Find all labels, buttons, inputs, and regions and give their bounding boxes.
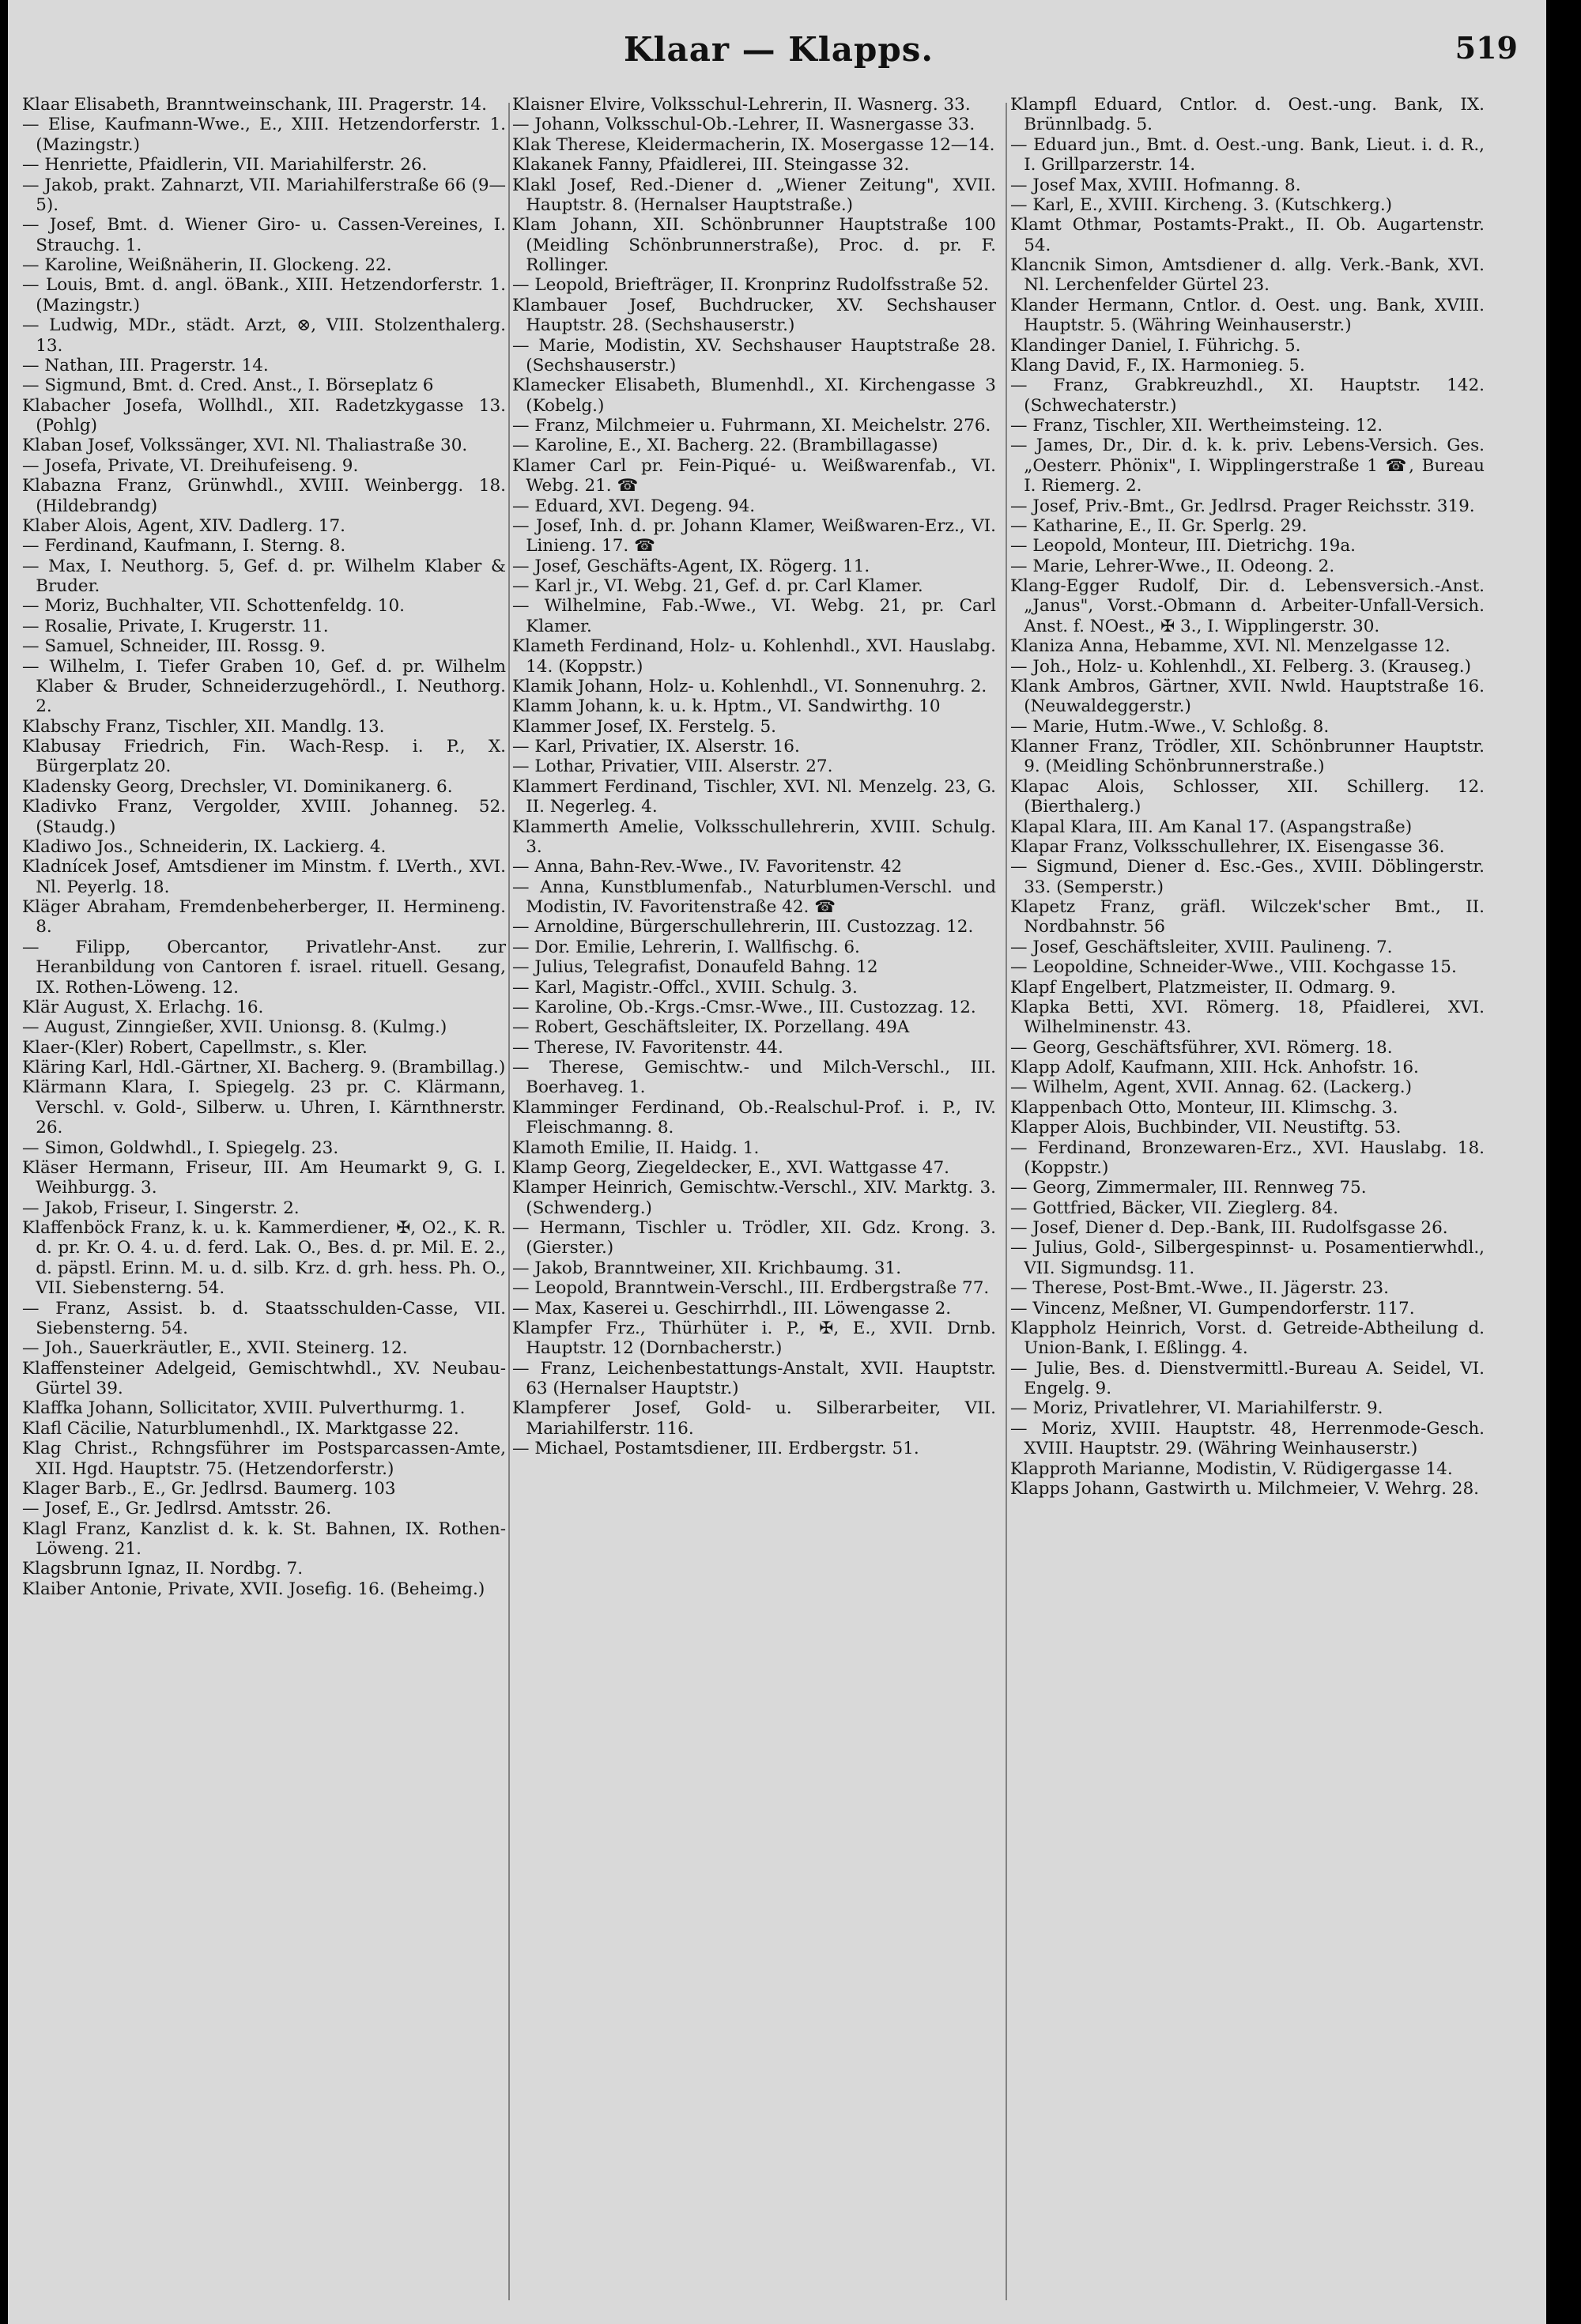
directory-entry: Kläser Hermann, Friseur, III. Am Heumarkt 9, G. I. Weihburgg. 3. [22, 1157, 506, 1198]
directory-entry: — Wilhelm, Agent, XVII. Annag. 62. (Lackerg.) [1010, 1077, 1413, 1098]
directory-entry: Klancnik Simon, Amtsdiener d. allg. Verk.-Bank, XVI. Nl. Lerchenfelder Gürtel 23. [1010, 255, 1485, 296]
directory-entry: Kladiwo Jos., Schneiderin, IX. Lackierg. 4. [22, 836, 387, 857]
directory-entry: — Nathan, III. Pragerstr. 14. [22, 355, 269, 375]
directory-entry: Klander Hermann, Cntlor. d. Oest. ung. Bank, XVIII. Hauptstr. 5. (Währing Weinhauserstr.) [1010, 295, 1485, 336]
directory-entry: Klamper Heinrich, Gemischtw.-Verschl., XIV. Marktg. 3. (Schwenderg.) [512, 1178, 996, 1218]
directory-entry: Klakl Josef, Red.-Diener d. „Wiener Zeitung", XVII. Hauptstr. 8. (Hernalser Hauptstraße.) [512, 175, 996, 215]
directory-entry: Klaar Elisabeth, Branntweinschank, III. Pragerstr. 14. [22, 95, 487, 115]
directory-entry: — Ferdinand, Kaufmann, I. Sterng. 8. [22, 536, 346, 556]
directory-entry: — Jakob, prakt. Zahnarzt, VII. Mariahilferstraße 66 (9—5). [22, 175, 506, 215]
directory-entry: Klamp Georg, Ziegeldecker, E., XVI. Wattgasse 47. [512, 1157, 949, 1178]
directory-entry: — Karl, Privatier, IX. Alserstr. 16. [512, 737, 800, 756]
directory-entry: — August, Zinngießer, XVII. Unionsg. 8. (Kulmg.) [22, 1017, 447, 1038]
directory-entry: Klaber Alois, Agent, XIV. Dadlerg. 17. [22, 515, 346, 536]
directory-entry: Klager Barb., E., Gr. Jedlrsd. Baumerg. 103 [22, 1478, 396, 1499]
directory-entry: Klaniza Anna, Hebamme, XVI. Nl. Menzelgasse 12. [1010, 636, 1451, 657]
directory-entry: Klapka Betti, XVI. Römerg. 18, Pfaidlerei, XVI. Wilhelminenstr. 43. [1010, 997, 1485, 1038]
directory-entry: — Josef Max, XVIII. Hofmanng. 8. [1010, 175, 1301, 195]
directory-entry: Klampferer Josef, Gold- u. Silberarbeiter, VII. Mariahilferstr. 116. [512, 1398, 996, 1439]
directory-column-1 [22, 95, 506, 1599]
directory-entry: — Franz, Grabkreuzhdl., XI. Hauptstr. 142. (Schwechaterstr.) [1010, 375, 1485, 416]
directory-entry: — Jakob, Friseur, I. Singerstr. 2. [22, 1198, 300, 1218]
directory-page [8, 0, 1564, 2324]
directory-entry: — Therese, Post-Bmt.-Wwe., II. Jägerstr. 23. [1010, 1278, 1389, 1299]
directory-entry: Klabacher Josefa, Wollhdl., XII. Radetzkygasse 13. (Pohlg) [22, 395, 506, 436]
directory-entry: — Vincenz, Meßner, VI. Gumpendorferstr. 117. [1010, 1298, 1415, 1319]
directory-entry: — Filipp, Obercantor, Privatlehr-Anst. zur Heranbildung von Cantoren f. israel. rituell. Gesang, IX. Rothen-Löweng. 12. [22, 937, 506, 998]
directory-entry: Klang David, F., IX. Harmonieg. 5. [1010, 355, 1305, 375]
directory-entry: — Marie, Lehrer-Wwe., II. Odeong. 2. [1010, 556, 1335, 576]
directory-entry: Klapar Franz, Volksschullehrer, IX. Eisengasse 36. [1010, 836, 1445, 857]
directory-entry: Klamt Othmar, Postamts-Prakt., II. Ob. Augartenstr. 54. [1010, 215, 1485, 255]
directory-entry: Klapps Johann, Gastwirth u. Milchmeier, V. Wehrg. 28. [1010, 1478, 1480, 1499]
directory-entry: — Joh., Holz- u. Kohlenhdl., XI. Felberg. 3. (Krauseg.) [1010, 656, 1471, 677]
directory-entry: — Georg, Zimmermaler, III. Rennweg 75. [1010, 1178, 1367, 1198]
directory-entry: Kläring Karl, Hdl.-Gärtner, XI. Bacherg. 9. (Brambillag.) [22, 1058, 506, 1077]
directory-entry: — Moriz, Privatlehrer, VI. Mariahilferstr. 9. [1010, 1398, 1383, 1419]
directory-entry: — Karoline, Ob.-Krgs.-Cmsr.-Wwe., III. Custozzag. 12. [512, 997, 976, 1017]
directory-entry: Klakanek Fanny, Pfaidlerei, III. Steingasse 32. [512, 155, 910, 175]
directory-entry: — Johann, Volksschul-Ob.-Lehrer, II. Wasnergasse 33. [512, 115, 975, 135]
directory-entry: — James, Dr., Dir. d. k. k. priv. Lebens-Versich. Ges. „Oesterr. Phönix", I. Wipplingerstraße 1 ☎, Bureau I. Riemerg. 2. [1010, 436, 1485, 496]
directory-entry: — Leopold, Branntwein-Verschl., III. Erdbergstraße 77. [512, 1278, 990, 1299]
directory-entry: — Jakob, Branntweiner, XII. Krichbaumg. 31. [512, 1258, 902, 1278]
directory-entry: — Julius, Gold-, Silbergespinnst- u. Posamentierwhdl., VII. Sigmundsg. 11. [1010, 1238, 1485, 1278]
directory-entry: Klammer Josef, IX. Ferstelg. 5. [512, 716, 776, 737]
directory-entry: Klagsbrunn Ignaz, II. Nordbg. 7. [22, 1559, 304, 1579]
directory-entry: Klandinger Daniel, I. Führichg. 5. [1010, 335, 1301, 356]
directory-entry: Kladivko Franz, Vergolder, XVIII. Johanneg. 52. (Staudg.) [22, 797, 506, 837]
directory-entry: — Georg, Geschäftsführer, XVI. Römerg. 18. [1010, 1037, 1393, 1058]
directory-entry: — Therese, Gemischtw.- und Milch-Verschl., III. Boerhaveg. 1. [512, 1058, 996, 1098]
directory-entry: Klaban Josef, Volkssänger, XVI. Nl. Thaliastraße 30. [22, 436, 468, 456]
directory-entry: Klaffka Johann, Sollicitator, XVIII. Pulverthurmg. 1. [22, 1398, 466, 1419]
directory-entry: — Robert, Geschäftsleiter, IX. Porzellang. 49A [512, 1017, 910, 1038]
directory-entry: Klanner Franz, Trödler, XII. Schönbrunner Hauptstr. 9. (Meidling Schönbrunnerstraße.) [1010, 737, 1485, 777]
directory-entry: Klammerth Amelie, Volksschullehrerin, XVIII. Schulg. 3. [512, 817, 996, 857]
directory-entry: — Karoline, Weißnäherin, II. Glockeng. 22. [22, 255, 392, 275]
directory-entry: — Karoline, E., XI. Bacherg. 22. (Brambillagasse) [512, 436, 938, 456]
directory-entry: — Josef, Bmt. d. Wiener Giro- u. Cassen-Vereines, I. Strauchg. 1. [22, 215, 506, 255]
directory-entry: — Samuel, Schneider, III. Rossg. 9. [22, 636, 326, 657]
directory-entry: — Marie, Modistin, XV. Sechshauser Hauptstraße 28. (Sechshauserstr.) [512, 335, 996, 375]
directory-entry: — Henriette, Pfaidlerin, VII. Mariahilferstr. 26. [22, 155, 428, 175]
directory-entry: — Louis, Bmt. d. angl. öBank., XIII. Hetzendorferstr. 1. (Mazingstr.) [22, 275, 506, 315]
directory-entry: — Dor. Emilie, Lehrerin, I. Wallfischg. 6. [512, 937, 860, 957]
directory-entry: Klabschy Franz, Tischler, XII. Mandlg. 13. [22, 716, 385, 737]
directory-entry: Klammert Ferdinand, Tischler, XVI. Nl. Menzelg. 23, G. II. Negerleg. 4. [512, 776, 996, 817]
directory-entry: — Josef, Inh. d. pr. Johann Klamer, Weißwaren-Erz., VI. Linieng. 17. ☎ [512, 515, 996, 556]
column-divider [1006, 103, 1007, 2300]
directory-entry: Klang-Egger Rudolf, Dir. d. Lebensversich.-Anst. „Janus", Vorst.-Obmann d. Arbeiter-Unfall-Versich. Anst. f. NOest., ✠ 3., I. Wipplingerstr. 30. [1010, 576, 1485, 636]
directory-entry: — Marie, Hutm.-Wwe., V. Schloßg. 8. [1010, 716, 1330, 737]
directory-entry: — Wilhelmine, Fab.-Wwe., VI. Webg. 21, pr. Carl Klamer. [512, 596, 996, 636]
directory-entry: — Wilhelm, I. Tiefer Graben 10, Gef. d. pr. Wilhelm Klaber & Bruder, Schneiderzugehördl., I. Neuthorg. 2. [22, 656, 506, 717]
page-title: Klaar — Klapps. [624, 30, 934, 69]
directory-entry: — Joh., Sauerkräutler, E., XVII. Steinerg. 12. [22, 1338, 408, 1359]
directory-entry: — Lothar, Privatier, VIII. Alserstr. 27. [512, 756, 833, 777]
directory-entry: — Eduard, XVI. Degeng. 94. [512, 496, 756, 516]
page-header [8, 24, 1549, 87]
directory-entry: Klamminger Ferdinand, Ob.-Realschul-Prof. i. P., IV. Fleischmanng. 8. [512, 1097, 996, 1138]
directory-entry: — Therese, IV. Favoritenstr. 44. [512, 1037, 783, 1058]
directory-entry: Klafl Cäcilie, Naturblumenhdl., IX. Marktgasse 22. [22, 1418, 459, 1439]
directory-entry: Klamm Johann, k. u. k. Hptm., VI. Sandwirthg. 10 [512, 696, 941, 717]
directory-entry: — Franz, Assist. b. d. Staatsschulden-Casse, VII. Siebensterng. 54. [22, 1298, 506, 1338]
directory-entry: — Max, Kaserei u. Geschirrhdl., III. Löwengasse 2. [512, 1298, 952, 1319]
directory-entry: — Rosalie, Private, I. Krugerstr. 11. [22, 616, 329, 636]
directory-entry: Klameth Ferdinand, Holz- u. Kohlenhdl., XVI. Hauslabg. 14. (Koppstr.) [512, 636, 996, 677]
column-divider [508, 103, 510, 2300]
directory-entry: — Julie, Bes. d. Dienstvermittl.-Bureau A. Seidel, VI. Engelg. 9. [1010, 1358, 1485, 1398]
directory-entry: — Elise, Kaufmann-Wwe., E., XIII. Hetzendorferstr. 1. (Mazingstr.) [22, 115, 506, 155]
directory-entry: — Josefa, Private, VI. Dreihufeiseng. 9. [22, 455, 359, 476]
directory-entry: Klam Johann, XII. Schönbrunner Hauptstraße 100 (Meidling Schönbrunnerstraße), Proc. d. pr. F. Rollinger. [512, 215, 996, 275]
directory-entry: Klapf Engelbert, Platzmeister, II. Odmarg. 9. [1010, 977, 1396, 998]
directory-entry: Kladensky Georg, Drechsler, VI. Dominikanerg. 6. [22, 776, 453, 797]
directory-entry: — Karl, E., XVIII. Kircheng. 3. (Kutschkerg.) [1010, 194, 1393, 215]
directory-entry: Klabazna Franz, Grünwhdl., XVIII. Weinbergg. 18. (Hildebrandg) [22, 476, 506, 516]
directory-entry: Klag Christ., Rchngsführer im Postsparcassen-Amte, XII. Hgd. Hauptstr. 75. (Hetzendorferstr.) [22, 1439, 506, 1479]
directory-entry: Klank Ambros, Gärtner, XVII. Nwld. Hauptstraße 16. (Neuwaldeggerstr.) [1010, 676, 1485, 717]
directory-entry: Klagl Franz, Kanzlist d. k. k. St. Bahnen, IX. Rothen-Löweng. 21. [22, 1519, 506, 1559]
directory-entry: — Anna, Bahn-Rev.-Wwe., IV. Favoritenstr. 42 [512, 857, 903, 877]
directory-entry: Klapper Alois, Buchbinder, VII. Neustiftg. 53. [1010, 1118, 1402, 1138]
directory-entry: Klamoth Emilie, II. Haidg. 1. [512, 1137, 760, 1158]
directory-entry: — Franz, Leichenbestattungs-Anstalt, XVII. Hauptstr. 63 (Hernalser Hauptstr.) [512, 1358, 996, 1398]
directory-entry: — Leopold, Monteur, III. Dietrichg. 19a. [1010, 536, 1356, 556]
directory-entry: Klambauer Josef, Buchdrucker, XV. Sechshauser Hauptstr. 28. (Sechshauserstr.) [512, 295, 996, 336]
directory-entry: — Sigmund, Diener d. Esc.-Ges., XVIII. Döblingerstr. 33. (Semperstr.) [1010, 857, 1485, 897]
directory-entry: — Karl, Magistr.-Offcl., XVIII. Schulg. 3. [512, 977, 858, 998]
directory-entry: Klamik Johann, Holz- u. Kohlenhdl., VI. Sonnenuhrg. 2. [512, 676, 987, 696]
directory-entry: Klampfer Frz., Thürhüter i. P., ✠, E., XVII. Drnb. Hauptstr. 12 (Dornbacherstr.) [512, 1318, 996, 1359]
directory-entry: — Ludwig, MDr., städt. Arzt, ⊗, VIII. Stolzenthalerg. 13. [22, 315, 506, 356]
directory-entry: — Franz, Tischler, XII. Wertheimsteing. 12. [1010, 416, 1383, 436]
directory-entry: Klappenbach Otto, Monteur, III. Klimschg. 3. [1010, 1097, 1398, 1118]
directory-entry: — Michael, Postamtsdiener, III. Erdbergstr. 51. [512, 1439, 919, 1459]
directory-entry: — Josef, Priv.-Bmt., Gr. Jedlrsd. Prager Reichsstr. 319. [1010, 496, 1475, 516]
directory-entry: Klapal Klara, III. Am Kanal 17. (Aspangstraße) [1010, 817, 1413, 837]
directory-entry: — Josef, Geschäfts-Agent, IX. Rögerg. 11. [512, 556, 870, 576]
directory-entry: Kladnícek Josef, Amtsdiener im Minstm. f. LVerth., XVI. Nl. Peyerlg. 18. [22, 857, 506, 897]
directory-entry: Klapetz Franz, gräfl. Wilczek'scher Bmt., II. Nordbahnstr. 56 [1010, 897, 1485, 938]
directory-entry: — Max, I. Neuthorg. 5, Gef. d. pr. Wilhelm Klaber & Bruder. [22, 556, 506, 596]
directory-entry: — Franz, Milchmeier u. Fuhrmann, XI. Meichelstr. 276. [512, 416, 991, 436]
directory-entry: — Gottfried, Bäcker, VII. Zieglerg. 84. [1010, 1198, 1338, 1218]
directory-entry: — Leopoldine, Schneider-Wwe., VIII. Kochgasse 15. [1010, 957, 1457, 978]
directory-entry: — Sigmund, Bmt. d. Cred. Anst., I. Börseplatz 6 [22, 375, 434, 396]
directory-entry: Klamer Carl pr. Fein-Piqué- u. Weißwarenfab., VI. Webg. 21. ☎ [512, 455, 996, 496]
directory-entry: — Simon, Goldwhdl., I. Spiegelg. 23. [22, 1137, 339, 1158]
directory-entry: Klär August, X. Erlachg. 16. [22, 997, 264, 1017]
directory-entry: — Arnoldine, Bürgerschullehrerin, III. Custozzag. 12. [512, 917, 974, 938]
page-number: 519 [1455, 30, 1518, 66]
directory-entry: Klappholz Heinrich, Vorst. d. Getreide-Abtheilung d. Union-Bank, I. Eßlingg. 4. [1010, 1318, 1485, 1359]
directory-entry: — Eduard jun., Bmt. d. Oest.-ung. Bank, Lieut. i. d. R., I. Grillparzerstr. 14. [1010, 134, 1485, 175]
directory-entry: — Julius, Telegrafist, Donaufeld Bahng. 12 [512, 957, 878, 978]
directory-entry: Klapp Adolf, Kaufmann, XIII. Hck. Anhofstr. 16. [1010, 1058, 1419, 1077]
directory-entry: Klapac Alois, Schlosser, XII. Schillerg. 12. (Bierthalerg.) [1010, 776, 1485, 817]
directory-entry: Klaffenböck Franz, k. u. k. Kammerdiener, ✠, O2., K. R. d. pr. Kr. O. 4. u. d. ferd. Lak. O., Bes. d. pr. Mil. E. 2., d. päpstl. Erinn. M. u. d. silb. Krz. d. grh. hess. Ph. O., VII. Siebensterng. 54. [22, 1218, 506, 1299]
directory-entry: Klak Therese, Kleidermacherin, IX. Mosergasse 12—14. [512, 134, 995, 155]
directory-entry: Klapproth Marianne, Modistin, V. Rüdigergasse 14. [1010, 1458, 1453, 1479]
directory-entry: — Moriz, XVIII. Hauptstr. 48, Herrenmode-Gesch. XVIII. Hauptstr. 29. (Währing Weinhauserstr.) [1010, 1418, 1485, 1459]
directory-entry: Klärmann Klara, I. Spiegelg. 23 pr. C. Klärmann, Verschl. v. Gold-, Silberw. u. Uhren, I. Kärnthnerstr. 26. [22, 1077, 506, 1138]
scan-edge [1546, 0, 1564, 2324]
directory-entry: Klaiber Antonie, Private, XVII. Josefig. 16. (Beheimg.) [22, 1579, 485, 1599]
directory-entry: — Josef, Diener d. Dep.-Bank, III. Rudolfsgasse 26. [1010, 1218, 1448, 1238]
directory-entry: — Josef, E., Gr. Jedlrsd. Amtsstr. 26. [22, 1499, 332, 1519]
directory-entry: — Hermann, Tischler u. Trödler, XII. Gdz. Krong. 3. (Gierster.) [512, 1218, 996, 1258]
directory-entry: Klaffensteiner Adelgeid, Gemischtwhdl., XV. Neubau-Gürtel 39. [22, 1358, 506, 1398]
directory-entry: Klampfl Eduard, Cntlor. d. Oest.-ung. Bank, IX. Brünnlbadg. 5. [1010, 95, 1485, 135]
directory-entry: — Katharine, E., II. Gr. Sperlg. 29. [1010, 515, 1307, 536]
directory-entry: — Moriz, Buchhalter, VII. Schottenfeldg. 10. [22, 596, 406, 617]
directory-entry: Klaer-(Kler) Robert, Capellmstr., s. Kler. [22, 1037, 368, 1058]
directory-entry: — Anna, Kunstblumenfab., Naturblumen-Verschl. und Modistin, IV. Favoritenstraße 42. ☎ [512, 877, 996, 917]
directory-entry: Klabusay Friedrich, Fin. Wach-Resp. i. P., X. Bürgerplatz 20. [22, 737, 506, 777]
directory-column-2 [512, 95, 996, 1459]
directory-entry: — Josef, Geschäftsleiter, XVIII. Paulineng. 7. [1010, 937, 1393, 957]
directory-entry: — Ferdinand, Bronzewaren-Erz., XVI. Hauslabg. 18. (Koppstr.) [1010, 1137, 1485, 1178]
directory-entry: Klamecker Elisabeth, Blumenhdl., XI. Kirchengasse 3 (Kobelg.) [512, 375, 996, 416]
directory-entry: Klaisner Elvire, Volksschul-Lehrerin, II. Wasnerg. 33. [512, 95, 971, 115]
directory-column-3 [1010, 95, 1485, 1499]
directory-entry: Kläger Abraham, Fremdenbeherberger, II. Hermineng. 8. [22, 897, 506, 938]
directory-entry: — Leopold, Briefträger, II. Kronprinz Rudolfsstraße 52. [512, 275, 989, 296]
directory-entry: — Karl jr., VI. Webg. 21, Gef. d. pr. Carl Klamer. [512, 576, 923, 596]
